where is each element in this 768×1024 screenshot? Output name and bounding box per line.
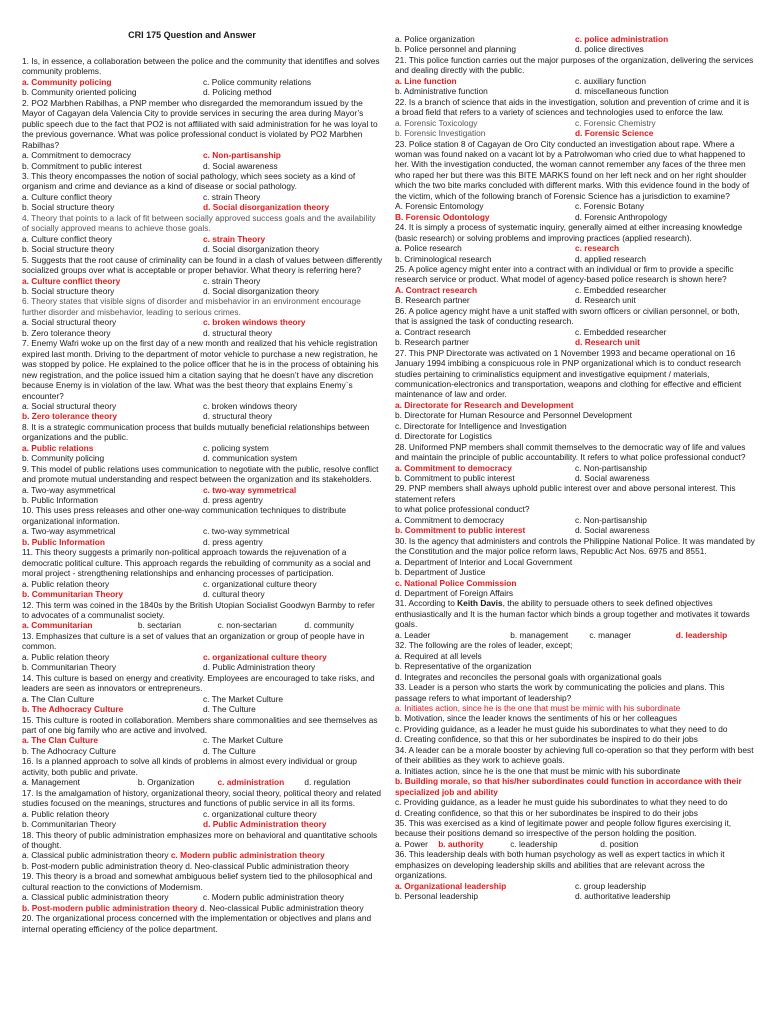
option-row (395, 463, 755, 473)
correct-option: b. Communitarian Theory (22, 589, 124, 600)
correct-option: b. The Adhocracy Culture (22, 704, 124, 715)
option-row (395, 473, 755, 483)
question-text: b. Motivation, since the leader knows the sentiments of his or her colleagues (395, 713, 677, 724)
correct-option: b. authority (438, 838, 484, 849)
correct-option: a. Line function (395, 75, 457, 86)
option: d. applied research (575, 253, 646, 264)
option: a. Forensic Toxicology (395, 117, 478, 128)
right-column (395, 34, 755, 902)
option: b. Commitment to public interest (395, 473, 515, 484)
option: d. Public Administration theory (203, 662, 316, 673)
question-text: b. Directorate for Human Resource and Personnel Development (395, 410, 632, 421)
option-row (395, 285, 755, 295)
option: d. Social awareness (575, 525, 650, 536)
left-column (22, 56, 384, 934)
option: d. structural theory (203, 327, 273, 338)
correct-option: a. Communitarian (22, 620, 93, 631)
option: c. Forensic Botany (575, 201, 645, 212)
option: b. Communitarian Theory (22, 819, 116, 830)
option: a. Two-way asymmetrical (22, 526, 116, 537)
correct-option: A. Contract research (395, 284, 478, 295)
correct-option: a. The Clan Culture (22, 735, 99, 746)
correct-option: c. strain Theory (203, 233, 266, 244)
correct-option: c. police administration (575, 34, 669, 44)
option-row (22, 809, 384, 819)
question-text: 16. Is a planned approach to solve all kinds of problems in almost every individual or group activity, both public and private. (22, 756, 357, 777)
option: d. cultural theory (203, 589, 265, 600)
question-text: 27. This PNP Directorate was activated on 1 November 1993 and became operational on 16 January 1994 imbibing a conspicuous role in PNP organizational which is to conduct research studies pertaining to criminalistics equipment and investigative equipment / materials, communication-electronics and transportation, weapons and clothing for effective and efficient maintenance of law and order. (395, 347, 742, 400)
option-row (22, 735, 384, 745)
option: b. Personal leadership (395, 891, 479, 902)
option: c. Embedded researcher (575, 326, 667, 337)
correct-option: c. Non-partisanship (203, 150, 281, 161)
option: d. Social awareness (203, 160, 278, 171)
question-text: c. Providing guidance, as a leader he must guide his subordinates to what they need to do (395, 797, 728, 808)
option-row (22, 819, 384, 829)
option: a. Police research (395, 243, 462, 254)
option-row (22, 317, 384, 327)
option: b. Commitment to public interest (22, 160, 142, 171)
option-row (395, 34, 755, 44)
option: d. regulation (304, 777, 351, 788)
option: b. Social structure theory (22, 244, 115, 255)
option-row (22, 328, 384, 338)
option: c. Police community relations (203, 76, 312, 87)
option-row (22, 286, 384, 296)
option-row (22, 652, 384, 662)
option: a. Culture conflict theory (22, 233, 112, 244)
option: c. Embedded researcher (575, 284, 667, 295)
question-text: 22. Is a branch of science that aids in the investigation, solution and prevention of crime and it is a broad field that refers to a variety of sciences and technologies used to enforce the law. (395, 96, 750, 118)
option: a. Public relation theory (22, 808, 110, 819)
option-row (22, 526, 384, 536)
option: b. sectarian (137, 620, 181, 631)
option: a. Social structural theory (22, 317, 117, 328)
option-row (22, 892, 384, 902)
option: d. Policing method (203, 87, 272, 98)
option-row (22, 579, 384, 589)
option-row (395, 327, 755, 337)
question-text: 9. This model of public relations uses communication to negotiate with the public, resolve conflict and promote mutual understanding and respect between the organization and its stakeholders. (22, 463, 379, 485)
option-row (22, 161, 384, 171)
question-text: 17. Is the amalgamation of history, organizational theory, social theory, political theory and related studies focused on the meanings, structures and functions of public service in all its forms. (22, 787, 381, 809)
question-text: d. Creating confidence, so that this or her subordinates be inspired to do their jobs (395, 807, 698, 818)
option: a. Classical public administration theory (22, 892, 169, 903)
question-text: 23. Police station 8 of Cagayan de Oro City conducted an investigation about rape. Where a woman was found naked on a vacant lot by a Patrolwoman who cried due to what happened to her. With the investigation conducted, the woman cannot remember any faces of the three men who raped her but there was this BITE MARKS found on her left neck and on her right shoulder which the two bite marks concluded with different marks. With this evidence found in the body of the victim, which of the following branch of Forensic Science has a jurisdiction to examine? (395, 138, 750, 201)
question-text: 8. It is a strategic communication process that builds mutually beneficial relationships between organizations and the public. (22, 421, 370, 443)
option: c. auxiliary function (575, 75, 646, 86)
option: c. organizational culture theory (203, 578, 317, 589)
question-text: 20. The organizational process concerned with the implementation or objectives and plans and internal operating efficiency of the police department. (22, 913, 372, 934)
option-row (22, 704, 384, 714)
option-row (395, 891, 755, 901)
question-text: 18. This theory of public administration emphasizes more on behavioral and quantitative schools of thought. (22, 829, 378, 850)
question-text: 34. A leader can be a morale booster by achieving full co-operation so that they perform with best of their abilities as they work to achieve goals. (395, 744, 754, 766)
option-row (22, 662, 384, 672)
option: b. The Adhocracy Culture (22, 745, 116, 756)
correct-option: c. Modern public administration theory (170, 850, 325, 861)
option: c. strain Theory (203, 191, 261, 202)
question-text: 25. A police agency might enter into a contract with an individual or firm to provide a specific research service or product. What model of agency-based police research is shown here? (395, 263, 734, 285)
option: d. Social awareness (575, 473, 650, 484)
option: b. Public Information (22, 495, 99, 506)
option-row (22, 537, 384, 547)
option: d. Research unit (575, 295, 636, 306)
document-title: CRI 175 Question and Answer (128, 30, 256, 40)
option: a. Commitment to democracy (395, 514, 504, 525)
option: b. Organization (137, 777, 195, 788)
option: b. management (510, 629, 569, 640)
text-run: 31. According to (395, 598, 458, 609)
option: d. The Culture (203, 745, 256, 756)
question-text: 28. Uniformed PNP members shall commit themselves to the democratic way of life and values and maintain the principle of public accountability. It refers to what police professional conduct? (395, 441, 746, 463)
option: b. Police personnel and planning (395, 44, 517, 55)
question-text: b. Post-modern public administration theory d. Neo-classical Public administration theory (22, 860, 349, 871)
option-row (395, 525, 755, 535)
option: a. Commitment to democracy (22, 150, 131, 161)
option-row (395, 243, 755, 253)
correct-option: d. Research unit (575, 337, 640, 348)
option: d. community (304, 620, 354, 631)
option-row (395, 86, 755, 96)
option: b. Community policing (22, 453, 105, 464)
answer-line: c. National Police Commission (395, 577, 517, 588)
option: b. Criminological research (395, 253, 492, 264)
option: b. Research partner (395, 337, 469, 348)
option: B. Research partner (395, 295, 470, 306)
question-text: 35. This was exercised as a kind of legitimate power and people follow figures exercising it, because their positions demand so irrespective of the person holding the position. (395, 817, 732, 839)
correct-option: a. Public relations (22, 442, 94, 453)
option-row (22, 276, 384, 286)
correct-option: c. research (575, 243, 620, 254)
option: b. Social structure theory (22, 202, 115, 213)
correct-option: a. Organizational leadership (395, 880, 507, 891)
option-row (22, 202, 384, 212)
option: a. Two-way asymmetrical (22, 484, 116, 495)
question-text: 21. This police function carries out the major purposes of the organization, delivering the services and dealing directly with the public. (395, 54, 754, 76)
question-text: a. Required at all levels (395, 650, 482, 661)
correct-option: a. Community policing (22, 76, 112, 87)
option-row (395, 630, 755, 640)
option: c. broken windows theory (203, 400, 298, 411)
option: c. leadership (510, 838, 558, 849)
option-row (22, 495, 384, 505)
correct-option: c. broken windows theory (203, 317, 306, 328)
correct-option: c. administration (217, 777, 285, 788)
option-row (22, 234, 384, 244)
question-text: d. Integrates and reconciles the personal goals with organizational goals (395, 671, 662, 682)
question-text: d. Department of Foreign Affairs (395, 588, 514, 599)
option-row (395, 76, 755, 86)
option: d. Social disorganization theory (203, 285, 319, 296)
correct-option: c. organizational culture theory (203, 651, 327, 662)
question-text: a. Initiates action, since he is the one that must be mimic with his subordinate (395, 765, 681, 776)
question-text: 15. This culture is rooted in collaboration. Members share commonalities and see themselves as part of one big family who are active and involved. (22, 714, 378, 735)
option: a. Police organization (395, 34, 475, 44)
option: d. The Culture (203, 704, 256, 715)
option: b. Forensic Investigation (395, 128, 486, 139)
option: b. Administrative function (395, 86, 488, 97)
mixed-line (22, 850, 384, 860)
option-row (395, 254, 755, 264)
mixed-line (395, 598, 755, 629)
option-row (22, 411, 384, 421)
correct-option: a. Culture conflict theory (22, 275, 121, 286)
option: a. Contract research (395, 326, 471, 337)
option: a. Social structural theory (22, 400, 117, 411)
question-text: 11. This theory suggests a primarily non-political approach towards the rejuvenation of a democratic political culture. This approach regards the rebuilding of community as a social and moral project - strengthening relationships and enhancing processes of participation. (22, 547, 371, 579)
text-run: a. Classical public administration theory (22, 850, 171, 861)
option: c. manager (589, 629, 632, 640)
question-text: 32. The following are the roles of leader, except; (395, 640, 573, 651)
option-row (22, 453, 384, 463)
option-row (22, 150, 384, 160)
option-row (22, 485, 384, 495)
option: d. Social disorganization theory (203, 244, 319, 255)
correct-option: b. Zero tolerance theory (22, 411, 118, 422)
option-row (395, 118, 755, 128)
question-text: 36. This leadership deals with both human psychology as well as expert tactics in which it emphasizes on developing leadership skills and abilities that are relevant across the organizations. (395, 849, 725, 881)
option-row (395, 337, 755, 347)
option-row (395, 201, 755, 211)
correct-option: d. Social disorganization theory (203, 202, 330, 213)
correct-option: a. Commitment to democracy (395, 462, 512, 473)
question-text: a. Department of Interior and Local Government (395, 556, 573, 567)
option: b. Social structure theory (22, 285, 115, 296)
option: d. position (600, 838, 639, 849)
text-run: d. Neo-classical Public administration theory (197, 902, 364, 913)
question-text: 3. This theory encompasses the notion of social pathology, which sees society as a kind of organism and crime and deviance as a kind of disease or social pathology. (22, 170, 356, 192)
option: a. Public relation theory (22, 578, 110, 589)
option: b. Zero tolerance theory (22, 327, 111, 338)
question-text: 1. Is, in essence, a collaboration between the police and the community that identifies and solves community problems. (22, 56, 380, 77)
question-text: d. Creating confidence, so that this or her subordinates be inspired to do their jobs (395, 734, 698, 745)
question-text: b. Department of Justice (395, 567, 486, 578)
option: d. miscellaneous function (575, 86, 669, 97)
option: d. police directives (575, 44, 644, 55)
text-run: Keith Davis (457, 598, 503, 609)
option: b. Communitarian Theory (22, 662, 116, 673)
question-text: c. Providing guidance, as a leader he must guide his subordinates to what they need to do (395, 723, 728, 734)
question-text: d. Directorate for Logistics (395, 431, 492, 442)
option: a. Leader (395, 629, 431, 640)
question-text: 30. Is the agency that administers and controls the Philippine National Police. It was mandated by the Constitution and the major police reform laws, Republic Act Nos. 6975 and 8551. (395, 535, 755, 557)
option-row (395, 515, 755, 525)
correct-option: d. leadership (675, 629, 728, 640)
correct-option: B. Forensic Odontology (395, 211, 490, 222)
question-text: 14. This culture is based on energy and creativity. Employees are encouraged to take risks, and leaders are seen as innovators or entrepreneurs. (22, 672, 375, 694)
question-text: b. Representative of the organization (395, 661, 532, 672)
question-text: 33. Leader is a person who starts the work by communicating the policies and plans. This passage refers to what important of leadership? (395, 682, 725, 703)
option: c. Non-partisanship (575, 514, 647, 525)
question-text: 4. Theory that points to a lack of fit between socially approved success goals and the availability of socially approved means to achieve those goals. (22, 212, 376, 234)
option: a. Public relation theory (22, 651, 110, 662)
option: c. two-way symmetrical (203, 526, 290, 537)
option: a. Power (395, 838, 428, 849)
option-row (22, 244, 384, 254)
option-row (22, 401, 384, 411)
option: c. strain Theory (203, 275, 261, 286)
option-row (22, 443, 384, 453)
option: d. authoritative leadership (575, 891, 671, 902)
answer-line: a. Directorate for Research and Development (395, 399, 574, 410)
correct-option: b. Commitment to public interest (395, 525, 526, 536)
option: d. communication system (203, 453, 298, 464)
option: d. press agentry (203, 495, 263, 506)
correct-option: b. Public Information (22, 536, 105, 547)
option: c. Non-partisanship (575, 462, 647, 473)
question-text: 6. Theory states that visible signs of disorder and misbehavior in an environment encourage further disorder and misbehavior, leading to serious crimes. (22, 296, 361, 317)
option: a. Culture conflict theory (22, 191, 112, 202)
question-text: 12. This term was coined in the 1840s by the British Utopian Socialist Goodwyn Barmby to refer to advocates of a communalist society. (22, 599, 375, 621)
correct-option: d. Public Administration theory (203, 819, 327, 830)
option: c. The Market Culture (203, 735, 284, 746)
correct-option: b. Post-modern public administration theory (22, 902, 198, 913)
question-text: 19. This theory is a broad and somewhat ambiguous belief system tied to the philosophical and cultural reaction to the convictions of Modernism. (22, 871, 373, 892)
option-row (22, 192, 384, 202)
option: a. The Clan Culture (22, 693, 95, 704)
question-text: 5. Suggests that the root cause of criminality can be found in a clash of values between differently socialized groups over what is acceptable or proper behavior. What theory is referring here? (22, 254, 383, 276)
question-text: 7. Enemy Wafri woke up on the first day of a new month and realized that his vehicle registration expired last month. Driving to the department of motor vehicle to purchase a new registration, he was stopped by police. He explained to the police officer that he is in the process of obtaining his new registration, and the police issued him a citation saying that he doesn’t have any discretion because Enemy is in violation of the law. What was the best theory that explains Enemy`s encounter? (22, 338, 379, 401)
option: c. organizational culture theory (203, 808, 317, 819)
question-text: 10. This uses press releases and other one-way communication techniques to distribute organizational information. (22, 505, 347, 526)
question-text: 29. PNP members shall always uphold public interest over and above personal interest. This statement refers (395, 483, 736, 504)
option: d. Forensic Anthropology (575, 211, 668, 222)
option: b. Community oriented policing (22, 87, 137, 98)
question-text: 24. It is simply a process of systematic inquiry, generally aimed at either increasing knowledge (basic research) or solving problems and improving practices (applied research). (395, 222, 743, 243)
question-text: 13. Emphasizes that culture is a set of values that an organization or group of people have in common. (22, 630, 365, 652)
option-row (22, 777, 384, 787)
option-row (395, 212, 755, 222)
option: a. Management (22, 777, 80, 788)
option-row (22, 87, 384, 97)
option-row (395, 128, 755, 138)
option: c. The Market Culture (203, 693, 284, 704)
text-run: , the ability to persuade others to seek defined objectives enthusiastically and It is the human factor which binds a group together and motivates it towards goals. (395, 598, 750, 630)
question-text: 2. PO2 Marbhen Rabilhas, a PNP member who disregarded the memorandum issued by the Mayor of Cagayan dela Valencia City to provide services in securing the area during Mayor’s public speech due to the fact that PO2 is not affiliated with said administration for he was loyal to the previous governance. What was police professional conduct is violated by PO2 Marbhen Rabilhas? (22, 97, 378, 150)
option: c. policing system (203, 442, 269, 453)
option: A. Forensic Entomology (395, 201, 484, 212)
question-text: to what police professional conduct? (395, 504, 530, 515)
answer-line: b. Building morale, so that his/her subordinates could function in accordance with their specialized job and ability (395, 776, 742, 797)
option-row (22, 746, 384, 756)
correct-option: c. two-way symmetrical (203, 484, 297, 495)
option: c. Modern public administration theory (203, 892, 344, 903)
mixed-line (22, 903, 384, 913)
option-row (22, 694, 384, 704)
question-text: 26. A police agency might have a unit staffed with sworn officers or civilian personnel, or both, that is assigned the task of conducting research. (395, 305, 740, 327)
option-row (22, 77, 384, 87)
option-row (22, 620, 384, 630)
option-row (395, 839, 755, 849)
option: c. Forensic Chemistry (575, 117, 656, 128)
option-row (22, 589, 384, 599)
correct-option: d. Forensic Science (575, 128, 654, 139)
option-row (395, 44, 755, 54)
option: d. structural theory (203, 411, 273, 422)
option: d. press agentry (203, 536, 263, 547)
answer-line: a. Initiates action, since he is the one that must be mimic with his subordinate (395, 703, 681, 713)
option-row (395, 295, 755, 305)
question-text: c. Directorate for Intelligence and Investigation (395, 420, 567, 431)
option-row (395, 881, 755, 891)
option: c. group leadership (575, 880, 646, 891)
option: c. non-sectarian (217, 620, 277, 631)
